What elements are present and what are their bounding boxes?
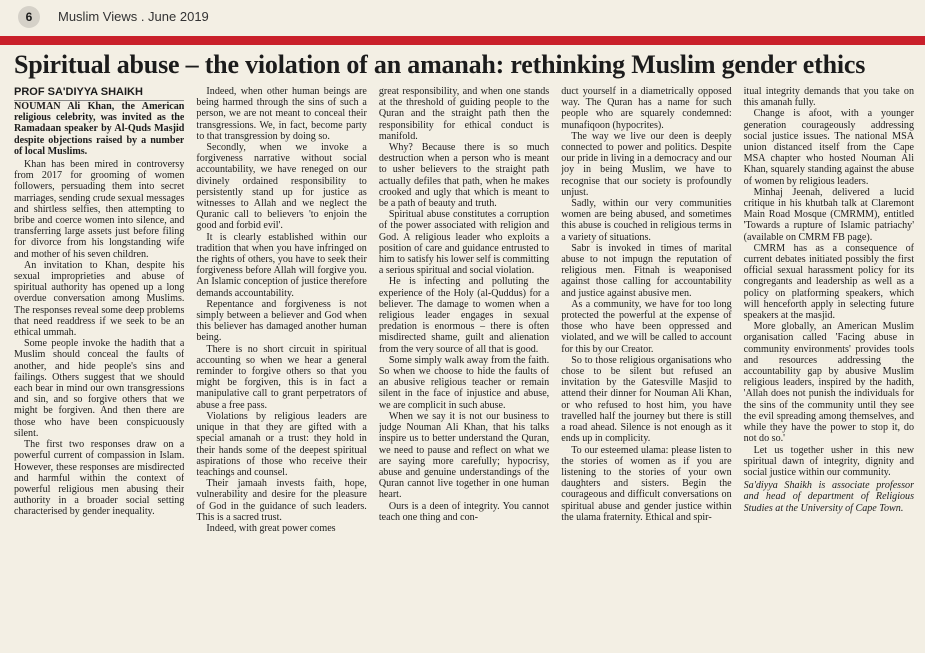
paragraph: Some people invoke the hadith that a Muslim should conceal the faults of another, and hide people's sins and failings. Others suggest that we should each bear in mind our own transgressions and sin, and so forgive others that we might be forgiven. And then there are those who have been conspicuously silent. — [14, 338, 185, 439]
paragraph: The first two responses draw on a powerful current of compassion in Islam. However, these responses are misdirected and harmful within the context of powerful religious men abusing their authority in a broader social setting characterised by gender inequality. — [14, 439, 185, 518]
headline: Spiritual abuse – the violation of an amanah: rethinking Muslim gender ethics — [14, 50, 866, 79]
paragraph: Change is afoot, with a younger generation courageously addressing social justice issues. The national MSA union distanced itself from the Cape MSA chapter who hosted Nouman Ali Khan, squarely standing against the abuse of women by religious leaders. — [743, 108, 915, 187]
page-number: 6 — [18, 6, 40, 28]
paragraph: Sabr is invoked in times of marital abuse to not impugn the reputation of religious men. Fitnah is weaponised against those calling for accountability and justice against abusive men. — [561, 242, 732, 299]
paragraph: Violations by religious leaders are unique in that they are gifted with a special amanah or a trust: they hold in their hands some of the deepest spiritual aspirations of those who receive their teachings and counsel. — [196, 410, 367, 478]
paragraph: Ours is a deen of integrity. You cannot teach one thing and con- — [378, 500, 550, 523]
paragraph: More globally, an American Muslim organisation called 'Facing abuse in community environments' provides tools and resources addressing the accountability gap by abusive Muslim religious leaders, inspired by the hadith, 'Allah does not punish the individuals for the sins of the community until they see the evil spreading among themselves, and while they have the power to stop it, do not do so.' — [743, 321, 915, 445]
paragraph: CMRM has as a consequence of current debates initiated possibly the first official sexual harassment policy for its congregants and leadership as well as a policy on platforming speakers, which will henceforth apply in selecting future speakers at the masjid. — [743, 242, 915, 322]
paragraph: Minhaj Jeenah, delivered a lucid critique in his khutbah talk at Claremont Main Road Mosque (CMRMM), entitled 'Towards a rupture of Islamic patriachy' (available on CMRM FB page). — [743, 186, 915, 243]
paragraph: Why? Because there is so much destruction when a person who is meant to usher believers to the straight path actually defiles that path, when he makes crooked and ugly that which is meant to be a path of beauty and truth. — [378, 142, 550, 210]
paragraph: Indeed, when other human beings are being harmed through the sins of such a person, we are not meant to conceal their transgressions. We, in fact, become party to that transgression by doing so. — [196, 86, 367, 142]
paragraph: Indeed, with great power comes — [206, 522, 336, 534]
paragraph: Some simply walk away from the faith. So when we choose to hide the faults of an abusive religious teacher or remain silent in the face of injustice and abuse, we are complicit in such abuse. — [378, 354, 550, 411]
paragraph: Spiritual abuse constitutes a corruption of the power associated with religion and God. A religious leader who exploits a position of care and guidance entrusted to him to satisfy his lower self is committing a serious spiritual and social violation. — [378, 209, 550, 277]
lead-paragraph: NOUMAN Ali Khan, the American religious celebrity, was invited as the Ramadaan speaker by Al-Quds Masjid despite objections raised by a number of local Muslims. — [14, 101, 185, 157]
paragraph: There is no short circuit in spiritual accounting so when we hear a general reminder to forgive others so that you might be forgiven, this is in fact a manipulative call to grant perpetrators of abuse a free pass. — [196, 343, 367, 411]
paragraph: duct yourself in a diametrically opposed way. The Quran has a name for such people who are squarely condemned: munafiqoon (hypocrites). — [561, 86, 732, 131]
paragraph: He is infecting and polluting the experience of the Holy (al-Quddus) for a believer. The damage to women when a religious leader engages in sexual predation is enormous – there is often misdirected shame, guilt and alienation from the very source of all that is good. — [378, 276, 550, 355]
paragraph: It is clearly established within our tradition that when you have infringed on the rights of others, you have to seek their forgiveness before Allah will forgive you. An Islamic conception of justice therefore demands accountability. — [196, 231, 367, 299]
byline: PROF SA'DIYYA SHAIKH — [14, 86, 184, 101]
paragraph: itual integrity demands that you take on this amanah fully. — [743, 86, 915, 109]
paragraph: Their jamaah invests faith, hope, vulnerability and desire for the pleasure of God in the guidance of such leaders. This is a sacred trust. — [196, 478, 367, 523]
paragraph: When we say it is not our business to judge Nouman Ali Khan, that his talks inspire us to better understand the Quran, we need to pause and reflect on what we are saying more carefully; hypocrisy, abuse and genuine understandings of the Quran cannot live together in one human heart. — [378, 410, 550, 501]
column-2 — [196, 86, 366, 646]
masthead: Muslim Views . June 2019 — [58, 9, 209, 24]
paragraph: great responsibility, and when one stands at the threshold of guiding people to the Quran and the straight path then the responsibility for ethical conduct is manifold. — [378, 86, 550, 142]
article-body — [14, 86, 914, 646]
paragraph: Khan has been mired in controversy from 2017 for grooming of women followers, persuading them into secret marriages, sending crude sexual messages and shirtless selfies, then attempting to bribe and coerce women into silence, and transferring large assets just before filing for divorce from his longstanding wife and mother of his seven children. — [14, 159, 185, 260]
column-5 — [744, 86, 914, 646]
red-rule — [0, 36, 925, 45]
paragraph: Let us together usher in this new spiritual dawn of integrity, dignity and social justice within our community. — [743, 444, 915, 478]
paragraph: So to those religious organisations who chose to be silent but refused an invitation by the Gatesville Masjid to attend their dinner for Nouman Ali Khan, or who refused to host him, you have travelled half the journey but there is still a road ahead. Silence is not enough as it ends up in complicity. — [561, 354, 732, 445]
column-4 — [561, 86, 731, 646]
author-bio: Sa'diyya Shaikh is associate professor and head of department of Religious Studies at the University of Cape Town. — [743, 480, 915, 514]
column-3 — [379, 86, 549, 646]
paragraph: Repentance and forgiveness is not simply between a believer and God when this believer has damaged another human being. — [196, 298, 367, 344]
paragraph: Sadly, within our very communities women are being abused, and sometimes this abuse is couched in religious terms in a variety of situations. — [561, 198, 732, 243]
paragraph: To our esteemed ulama: please listen to the stories of women as if you are listening to the stories of your own daughters and sisters. Begin the courageous and difficult conversations on spiritual abuse and gender justice within the ulama fraternity. Ethical and spir- — [561, 444, 732, 523]
paragraph: The way we live our deen is deeply connected to power and politics. Despite our pride in living in a democracy and our joy in being Muslim, we have to recognise that our society is profoundly unjust. — [561, 130, 732, 198]
column-1 — [14, 86, 184, 646]
paragraph: As a community, we have for too long protected the powerful at the expense of those who have been oppressed and violated, and we will be called to account for this by our Creator. — [561, 298, 732, 355]
paragraph: An invitation to Khan, despite his sexual improprieties and abuse of spiritual authority has opened up a long overdue conversation among Muslims. The responses reveal some deep problems that need readdress if we seek to be an ethical ummah. — [14, 259, 185, 339]
page-header — [0, 0, 925, 30]
paragraph: Secondly, when we invoke a forgiveness narrative without social accountability, we have reneged on our divinely ordained responsibility to persistently stand up for justice as witnesses to Allah and we neglect the Quranic call to believers 'to enjoin the good and forbid evil'. — [196, 142, 367, 232]
